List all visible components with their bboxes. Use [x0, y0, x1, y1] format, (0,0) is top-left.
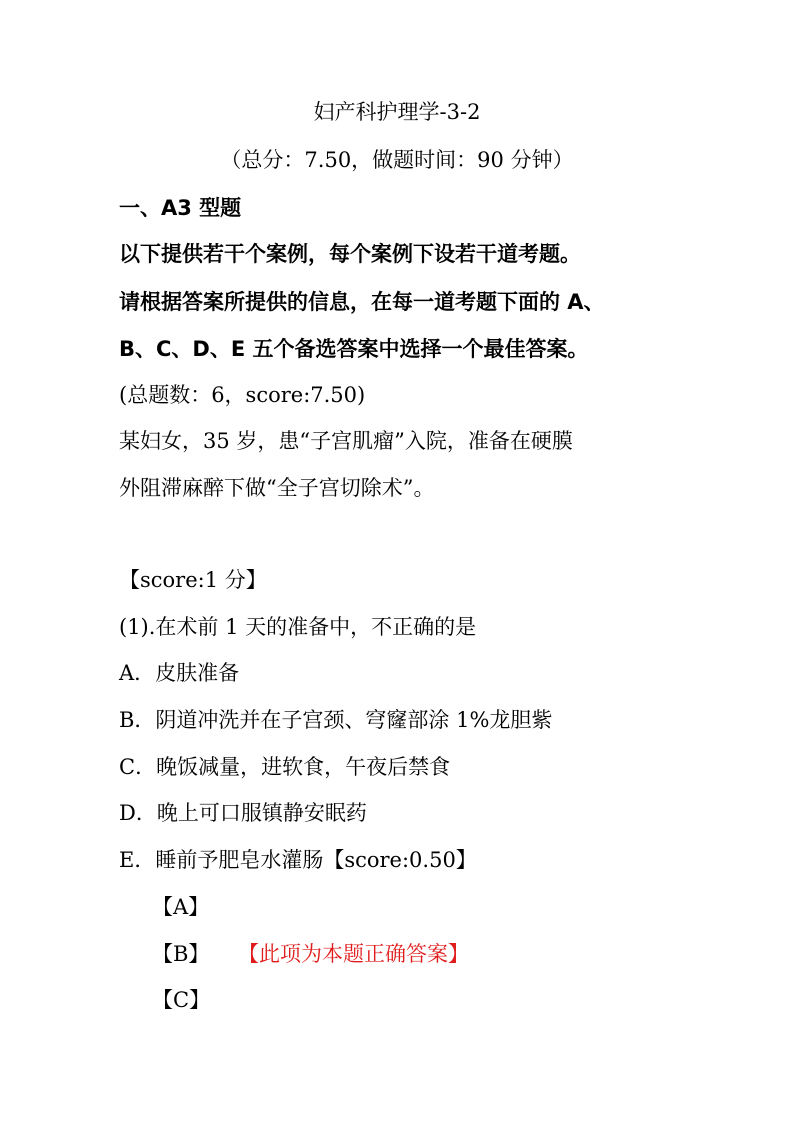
- instruction-line-2: 请根据答案所提供的信息，在每一道考题下面的 A、: [119, 290, 605, 314]
- option-b: B．阴道冲洗并在子宫颈、穹窿部涂 1%龙胆紫: [119, 708, 553, 732]
- option-e: E．睡前予肥皂水灌肠【score:0.50】: [119, 848, 477, 872]
- section-summary: (总题数：6，score:7.50): [119, 383, 366, 407]
- option-d: D．晚上可口服镇静安眠药: [119, 801, 367, 825]
- instruction-line-1: 以下提供若干个案例，每个案例下设若干道考题。: [119, 242, 581, 266]
- case-text-line-1: 某妇女，35 岁，患“子宫肌瘤”入院，准备在硬膜: [119, 429, 573, 453]
- section-heading: 一、A3 型题: [119, 196, 242, 220]
- page-title: 妇产科护理学-3-2: [313, 100, 481, 124]
- option-c: C．晚饭减量，进软食，午夜后禁食: [119, 755, 451, 779]
- question-stem: (1).在术前 1 天的准备中，不正确的是: [119, 615, 477, 639]
- answer-mark-a: 【A】: [152, 895, 210, 919]
- correct-answer-note: 【此项为本题正确答案】: [238, 942, 469, 966]
- question-score: 【score:1 分】: [119, 568, 267, 592]
- case-text-line-2: 外阻滞麻醉下做“全子宫切除术”。: [119, 476, 435, 500]
- instruction-line-3: B、C、D、E 五个备选答案中选择一个最佳答案。: [119, 337, 589, 361]
- option-a: A．皮肤准备: [119, 661, 240, 685]
- answer-mark-c: 【C】: [152, 988, 211, 1012]
- exam-meta: （总分：7.50，做题时间：90 分钟）: [220, 148, 574, 172]
- answer-mark-b: 【B】: [152, 942, 210, 966]
